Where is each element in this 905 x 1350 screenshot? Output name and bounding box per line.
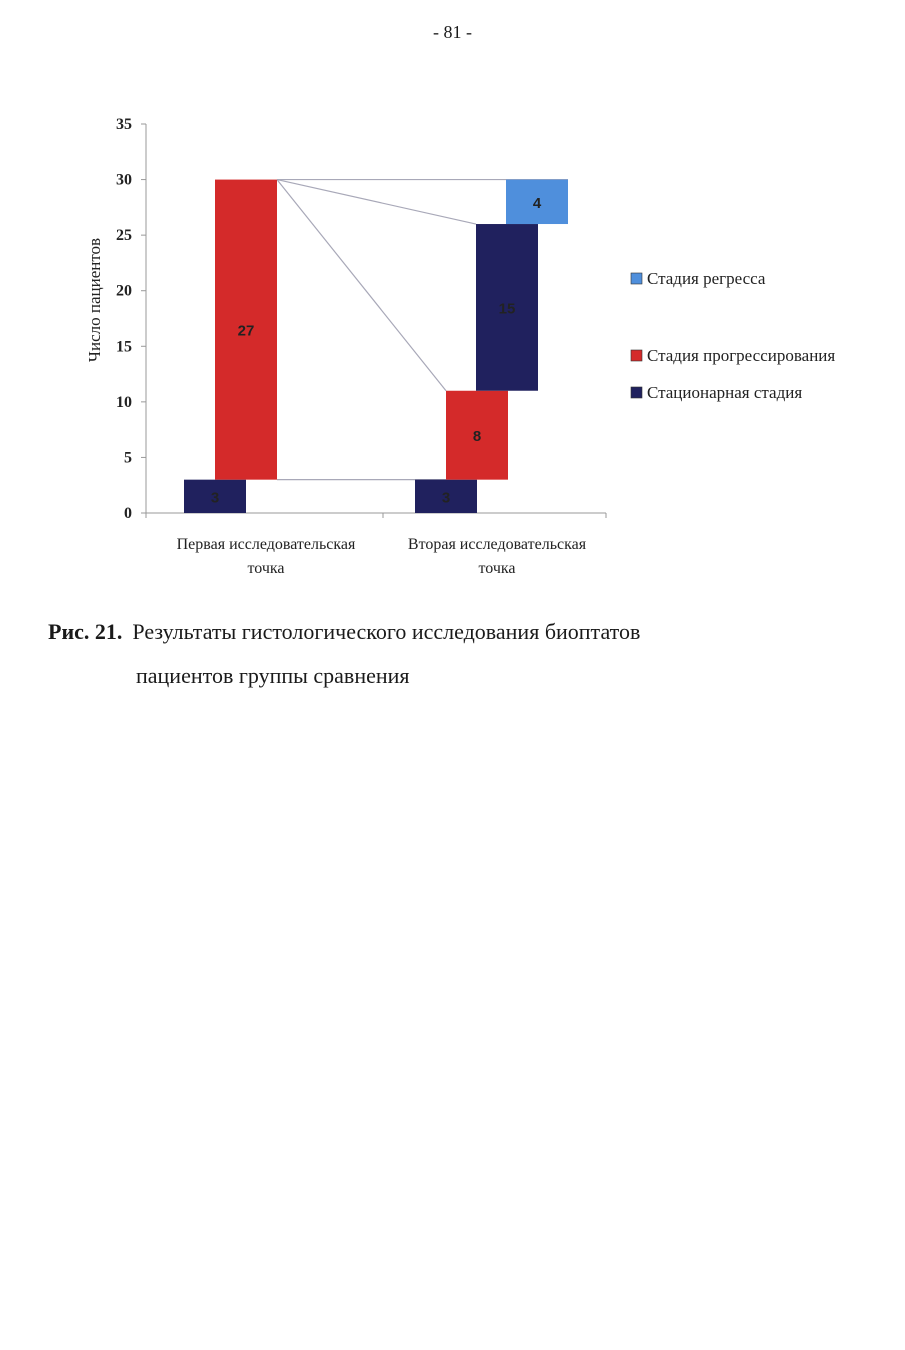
bar-value-label: 3 <box>441 489 451 507</box>
legend-swatch <box>631 387 642 398</box>
figure-caption <box>48 610 640 698</box>
legend-swatch <box>631 350 642 361</box>
chart-bars <box>184 180 568 513</box>
y-tick-label: 30 <box>116 171 132 189</box>
legend-label: Стадия прогрессирования <box>647 346 836 365</box>
bar-value-label: 15 <box>498 300 516 318</box>
y-axis-title: Число пациентов <box>85 237 104 363</box>
legend-label: Стадия регресса <box>647 269 766 288</box>
y-tick-label: 5 <box>124 449 132 467</box>
bar-value-label: 27 <box>237 322 255 340</box>
y-tick-label: 10 <box>116 393 132 411</box>
y-tick-label: 0 <box>124 505 132 522</box>
chart-legend <box>631 269 835 402</box>
x-category-label: Первая исследовательская <box>176 536 356 553</box>
bar-value-label: 4 <box>532 194 542 212</box>
caption-line-1: Результаты гистологического исследования биоптатов <box>132 619 641 644</box>
y-tick-label: 25 <box>116 227 132 245</box>
caption-line-2: пациентов группы сравнения <box>136 663 410 688</box>
figure-number: Рис. 21. <box>48 619 123 644</box>
legend-label: Стационарная стадия <box>647 383 803 402</box>
x-category-label: точка <box>478 560 516 577</box>
x-category-label: Вторая исследовательская <box>407 536 587 553</box>
x-category-label: точка <box>247 560 285 577</box>
page-number: - 81 - <box>433 22 472 42</box>
bar-value-label: 3 <box>210 489 220 507</box>
y-tick-label: 20 <box>116 282 132 300</box>
legend-swatch <box>631 273 642 284</box>
y-tick-label: 35 <box>116 116 132 133</box>
bar-value-label: 8 <box>472 428 482 446</box>
y-tick-label: 15 <box>116 338 132 356</box>
waterfall-chart <box>0 0 905 600</box>
